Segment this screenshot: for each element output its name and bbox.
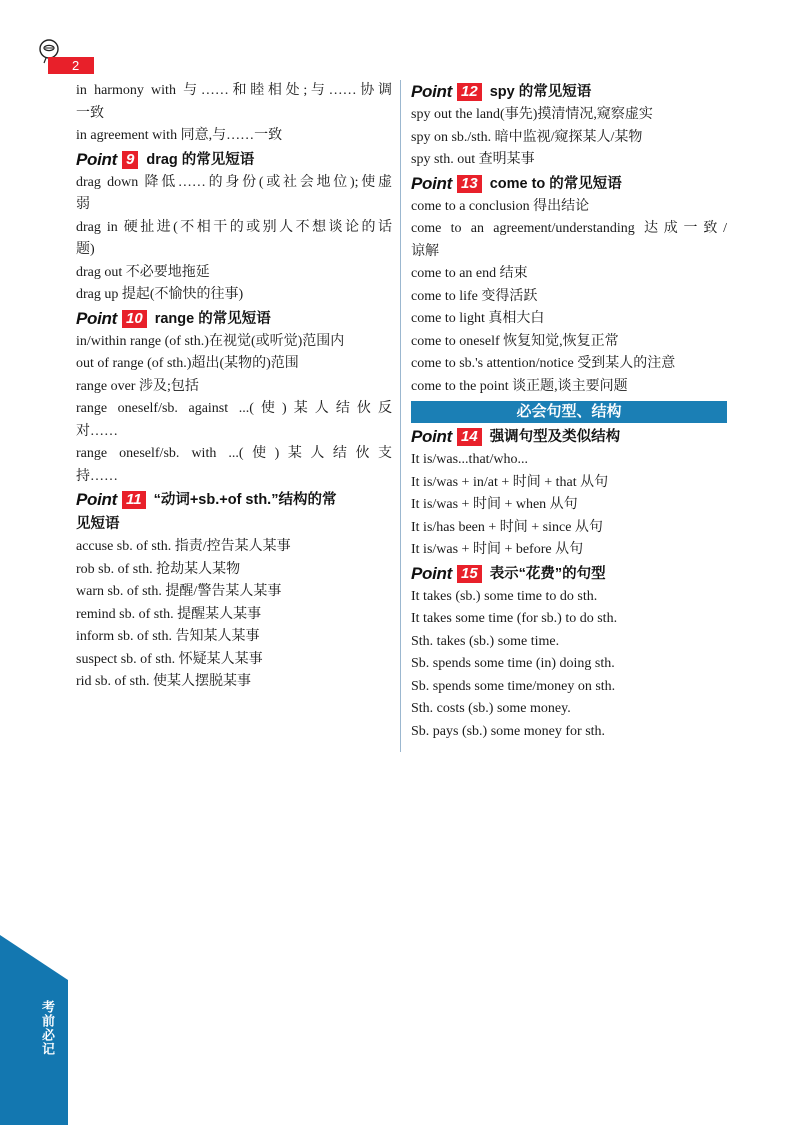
point-heading [76, 148, 392, 172]
point-heading [411, 172, 727, 196]
text-line: suspect sb. of sth. 怀疑某人某事 [76, 651, 263, 667]
text-line: drag in 硬扯进(不相干的或别人不想谈论的话 [76, 219, 392, 235]
point-title: 强调句型及类似结构 [489, 429, 621, 445]
text-line: range oneself/sb. with ...(使)某人结伙支 [76, 446, 392, 461]
text-line: in agreement with 同意,与……一致 [76, 128, 283, 143]
text-line: It is/was + 时间 + before 从句 [411, 542, 584, 557]
page-number: 2 [48, 57, 94, 74]
text-line: come to the point 谈正题,谈主要问题 [411, 378, 628, 394]
text-line: range oneself/sb. against ...(使)某人结伙反 [76, 401, 392, 416]
left-column [76, 80, 392, 694]
column-divider [400, 80, 401, 752]
text-line: rob sb. of sth. 抢劫某人某物 [76, 561, 241, 577]
text-line: come to an agreement/understanding 达成一致/ [411, 221, 727, 236]
point-label: Point [411, 82, 452, 101]
point-title: “动词+sb.+of sth.”结构的常 [153, 492, 337, 508]
text-line: 题) [76, 242, 95, 257]
text-line: 对…… [76, 423, 118, 439]
text-line: come to an end 结束 [411, 266, 528, 281]
text-line: in harmony with 与……和睦相处;与……协调 [76, 83, 392, 98]
text-line: come to sb.'s attention/notice 受到某人的注意 [411, 356, 676, 371]
text-line: remind sb. of sth. 提醒某人某事 [76, 606, 262, 622]
point-number-badge: 15 [457, 565, 482, 583]
text-line: Sth. costs (sb.) some money. [411, 701, 571, 716]
text-line: spy sth. out 查明某事 [411, 152, 535, 167]
point-number-badge: 10 [122, 310, 147, 328]
point-heading [76, 307, 392, 331]
text-line: It is/has been + 时间 + since 从句 [411, 519, 603, 535]
point-number-badge: 11 [122, 491, 146, 509]
point-heading [411, 562, 727, 586]
point-title: spy 的常见短语 [489, 84, 592, 100]
point-title: range 的常见短语 [154, 310, 271, 327]
point-title: drag 的常见短语 [146, 151, 255, 168]
point-label: Point [76, 308, 117, 328]
side-tab-corner [0, 935, 68, 980]
text-line: It is/was + in/at + 时间 + that 从句 [411, 474, 609, 490]
point-label: Point [76, 149, 117, 169]
text-line: Sth. takes (sb.) some time. [411, 633, 560, 649]
text-line: inform sb. of sth. 告知某人某事 [76, 629, 260, 644]
section-header: 必会句型、结构 [411, 401, 727, 423]
point-title: 表示“花费”的句型 [489, 565, 606, 582]
text-line: It takes (sb.) some time to do sth. [411, 588, 598, 604]
text-line: drag up 提起(不愉快的往事) [76, 287, 244, 302]
point-label: Point [411, 563, 452, 583]
text-line: come to oneself 恢复知觉,恢复正常 [411, 333, 619, 349]
point-label: Point [411, 173, 452, 193]
point-heading [76, 488, 392, 512]
text-line: accuse sb. of sth. 指责/控告某人某事 [76, 539, 291, 554]
text-line: 谅解 [411, 243, 439, 259]
point-number-badge: 9 [122, 151, 138, 169]
text-line: Sb. pays (sb.) some money for sth. [411, 723, 606, 739]
text-line: drag out 不必要地拖延 [76, 264, 210, 280]
point-title-continued: 见短语 [76, 516, 120, 532]
text-line: come to light 真相大白 [411, 311, 545, 326]
text-line: spy out the land(事先)摸清情况,窥察虚实 [411, 107, 653, 122]
text-line: out of range (of sth.)超出(某物的)范围 [76, 356, 299, 371]
point-heading [411, 80, 727, 104]
text-line: come to a conclusion 得出结论 [411, 198, 590, 214]
text-line: 一致 [76, 105, 104, 121]
text-line: Sb. spends some time/money on sth. [411, 678, 616, 694]
point-label: Point [411, 427, 452, 446]
point-heading [411, 425, 727, 449]
text-line: drag down 降低……的身份(或社会地位);使虚 [76, 174, 392, 190]
text-line: come to life 变得活跃 [411, 288, 538, 304]
point-number-badge: 14 [457, 428, 482, 446]
text-line: rid sb. of sth. 使某人摆脱某事 [76, 674, 251, 689]
text-line: warn sb. of sth. 提醒/警告某人某事 [76, 584, 282, 599]
text-line: 弱 [76, 197, 90, 212]
point-number-badge: 13 [457, 175, 482, 193]
point-number-badge: 12 [457, 83, 482, 101]
text-line: spy on sb./sth. 暗中监视/窥探某人/某物 [411, 129, 643, 145]
text-line: range over 涉及;包括 [76, 378, 199, 394]
right-column [411, 80, 727, 743]
side-tab-label: 考前必记 [40, 1000, 55, 1056]
text-line: It is/was...that/who... [411, 452, 529, 467]
point-title: come to 的常见短语 [489, 175, 622, 192]
text-line: It takes some time (for sb.) to do sth. [411, 611, 618, 626]
text-line: in/within range (of sth.)在视觉(或听觉)范围内 [76, 333, 345, 349]
text-line: Sb. spends some time (in) doing sth. [411, 656, 615, 671]
text-line: 持…… [76, 468, 118, 484]
text-line: It is/was + 时间 + when 从句 [411, 497, 578, 512]
point-label: Point [76, 490, 117, 509]
